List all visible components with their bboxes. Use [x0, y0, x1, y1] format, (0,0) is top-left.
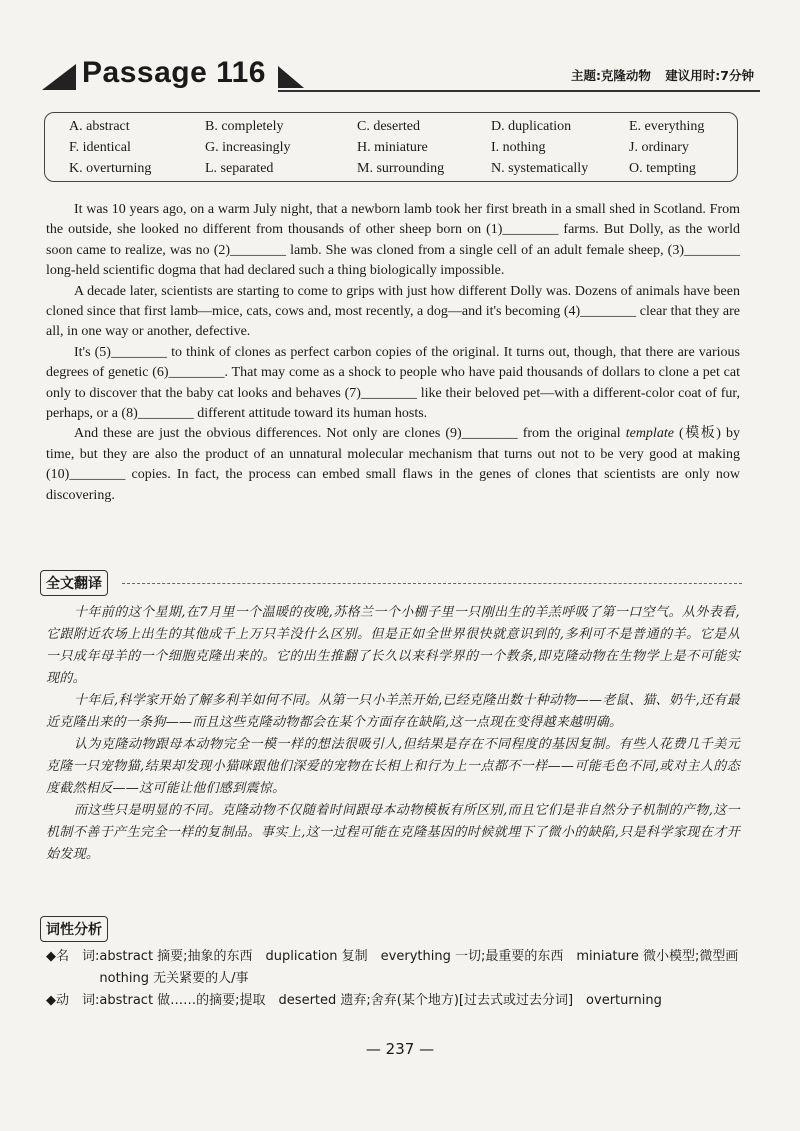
passage-title: Passage 116 [82, 56, 266, 89]
option-m: M. surrounding [357, 161, 445, 176]
right-triangle-icon [278, 66, 304, 88]
translation-paragraph-1: 十年前的这个星期,在7月里一个温暖的夜晚,苏格兰一个小棚子里一只刚出生的羊羔呼吸了第一口空气。从外表看,它跟附近农场上出生的其他成千上万只羊没什么区别。但是正如全世界很快就意识到的,多利可不是普通的羊。它是从一只成年母羊的一个细胞克隆出来的。它的出生推翻了长久以来科学界的一个教条,即克隆动物在生物学上是不可能实现的。 [46, 605, 740, 686]
passage-body [46, 200, 740, 506]
template-term: template [625, 426, 674, 442]
part-of-speech-analysis [46, 946, 752, 1012]
option-d: D. duplication [491, 119, 572, 134]
translation-paragraph-2: 十年后,科学家开始了解多利羊如何不同。从第一只小羊羔开始,已经克隆出数十种动物——老鼠、猫、奶牛,还有最近克隆出来的一条狗——而且这些克隆动物都会在某个方面存在缺陷,这一点现在变得越来越明确。 [46, 693, 740, 730]
topic-label: 主题:克隆动物 [570, 68, 651, 83]
passage-paragraph-1: It was 10 years ago, on a warm July night, that a newborn lamb took her first breath in a small shed in Scotland. From the outside, she looked no different from thousands of other sheep born on (1)________ farms. But Dolly, as the world soon came to realize, was no (2)________ lamb. She was cloned from a single cell of an adult female sheep, (3)________ long-held scientific dogma that had declared such a thing biologically impossible. [46, 202, 740, 279]
translation-body [46, 602, 740, 866]
option-k: K. overturning [69, 161, 152, 176]
p4-after: by time, but they are also the product of an unnatural molecular mechanism that turns out not to be very good at making (10)________ copies. In fact, the process can embed small flaws in the genes of clones that scientists are only now discovering. [46, 426, 740, 503]
passage-paragraph-4 [46, 424, 740, 506]
template-gloss: (模板) [673, 426, 726, 442]
noun-text: abstract 摘要;抽象的东西 duplication 复制 everything 一切;最重要的东西 miniature 微小模型;微型画 nothing 无关紧要的人/事 [99, 949, 752, 986]
verb-text: abstract 做……的摘要;提取 deserted 遗弃;舍弃(某个地方)[过去式或过去分词] overturning [99, 993, 662, 1008]
verb-label: ◆动 词: [46, 993, 100, 1008]
left-triangle-icon [42, 64, 76, 90]
option-o: O. tempting [629, 161, 696, 176]
option-g: G. increasingly [205, 140, 291, 155]
word-bank [44, 112, 738, 182]
option-e: E. everything [629, 119, 705, 134]
option-j: J. ordinary [629, 140, 689, 155]
option-i: I. nothing [491, 140, 546, 155]
noun-row [46, 946, 752, 990]
translation-divider [122, 583, 742, 584]
translation-paragraph-3: 认为克隆动物跟母本动物完全一模一样的想法很吸引人,但结果是存在不同程度的基因复制。有些人花费几千美元克隆一只宠物猫,结果却发现小猫咪跟他们深爱的宠物在长相上和行为上一点都不一样——可能毛色不同,或对主人的态度截然相反——这可能让他们感到震惊。 [46, 737, 740, 796]
header-rule [278, 90, 760, 92]
option-l: L. separated [205, 161, 274, 176]
analysis-label: 词性分析 [40, 916, 108, 942]
translation-label: 全文翻译 [40, 570, 108, 596]
option-b: B. completely [205, 119, 284, 134]
verb-row [46, 990, 746, 1012]
p4-before: And these are just the obvious differences. Not only are clones (9)________ from the original [74, 426, 626, 442]
translation-paragraph-4: 而这些只是明显的不同。克隆动物不仅随着时间跟母本动物模板有所区别,而且它们是非自然分子机制的产物,这一机制不善于产生完全一样的复制品。事实上,这一过程可能在克隆基因的时候就埋下了微小的缺陷,只是科学家现在才开始发现。 [46, 803, 740, 862]
option-n: N. systematically [491, 161, 589, 176]
option-a: A. abstract [69, 119, 130, 134]
noun-label: ◆名 词: [46, 949, 100, 964]
option-h: H. miniature [357, 140, 428, 155]
passage-header [42, 58, 760, 94]
passage-meta [571, 66, 754, 84]
time-label: 建议用时:7分钟 [665, 68, 754, 83]
passage-paragraph-2: A decade later, scientists are starting to come to grips with just how different Dolly was. Dozens of animals have been cloned since that first lamb—mice, cats, cows and, most recently, a dog—and it's becoming (4)________ clear that they are all, in one way or another, defective. [46, 283, 740, 340]
passage-paragraph-3: It's (5)________ to think of clones as perfect carbon copies of the original. It turns out, though, that there are various degrees of genetic (6)________. That may come as a shock to people who have paid thousands of dollars to clone a pet cat only to discover that the baby cat looks and behaves (7)________ like their beloved pet—with a different-color coat of fur, perhaps, or a (8)________ different attitude toward its human hosts. [46, 344, 740, 422]
option-f: F. identical [69, 140, 131, 155]
page-number: — 237 — [365, 1040, 435, 1058]
option-c: C. deserted [357, 119, 420, 134]
